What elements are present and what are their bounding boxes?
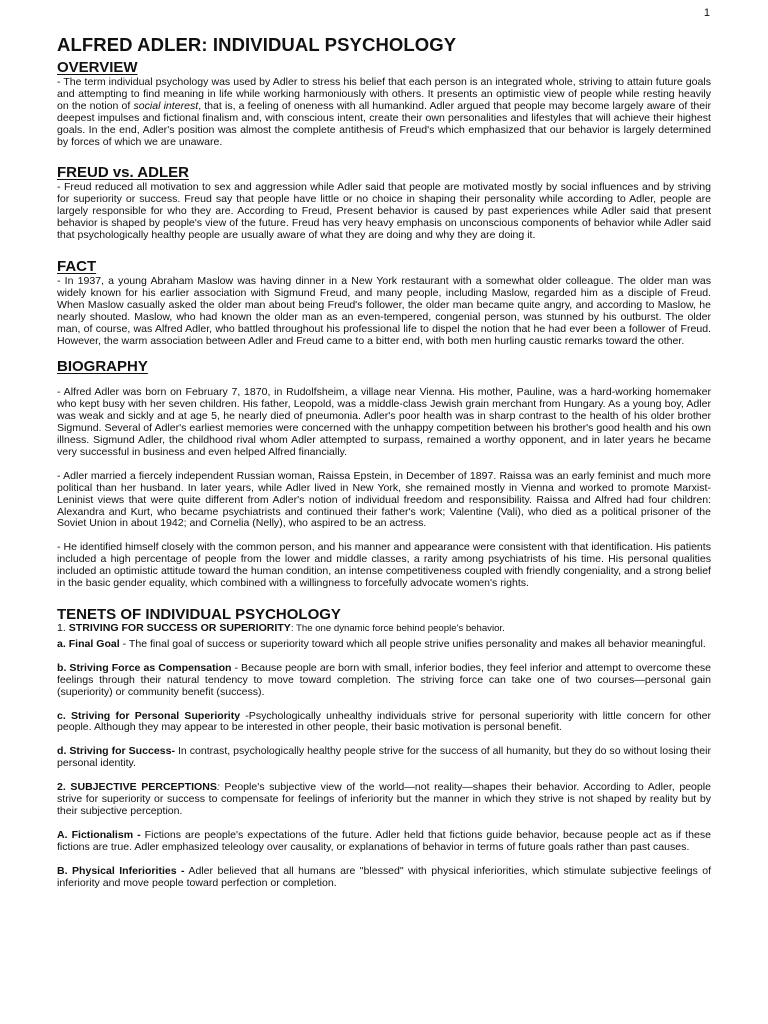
fact-heading: FACT: [57, 257, 97, 275]
tenet-1d-striving-success: d. Striving for Success- In contrast, psychologically healthy people strive for the success of all humanity, but they do so without losing their personal identity.: [57, 745, 711, 770]
fact-paragraph: - In 1937, a young Abraham Maslow was having dinner in a New York restaurant with a somewhat older colleague. The older man was widely known for his earlier association with Sigmund Freud, and many people, including Maslow, regarded him as a disciple of Freud. When Maslow casually asked the older man about being Freud's follower, the older man became quite angry, and according to Maslow, he nearly shouted. Maslow, who had known the older man as an even-tempered, congenial person, was stunned by his outburst. The older man, of course, was Alfred Adler, who battled throughout his professional life to dispel the notion that he had ever been a follower of Freud. However, the warm association between Adler and Freud came to a bitter end, with both men hurling caustic remarks toward the other.: [57, 274, 711, 347]
biography-paragraph: - Alfred Adler was born on February 7, 1870, in Rudolfsheim, a village near Vienna. His mother, Pauline, was a hard-working homemaker who kept busy with her seven children. His father, Leopold, was a middle-class Jewish grain merchant from Hungary. As a young boy, Adler was weak and sickly and at age 5, he nearly died of pneumonia. Adler's poor health was in sharp contrast to the health of his older brother Sigmund. Several of Adler's earliest memories were concerned with the unhappy competition between his brother's good health and his own illness. Sigmund Adler, the childhood rival whom Adler attempted to surpass, remained a worthy opponent, and in later years he became very successful in business and even helped Alfred financially.: [57, 386, 711, 458]
overview-heading: OVERVIEW: [57, 59, 138, 76]
tenet-2b-physical-inferiorities: B. Physical Inferiorities - Adler believed that all humans are "blessed" with physical inferiorities, which stimulate subjective feelings of inferiority and move people toward perfection or completion.: [57, 864, 712, 889]
page-number: 1: [703, 7, 710, 19]
freud-vs-adler-paragraph: - Freud reduced all motivation to sex and aggression while Adler said that people are motivated mostly by social influences and by striving for superiority or success. Freud say that people have little or no choice in shaping their personality while according to Adler, people are largely responsible for who they are. According to Freud, Present behavior is caused by past experiences while Adler said that present behavior is shaped by people's view of the future. Freud has very heavy emphasis on unconscious components of behavior while Adler said that psychologically healthy people are usually aware of what they are doing and why they are doing it.: [57, 181, 711, 242]
tenet-1: 1. STRIVING FOR SUCCESS OR SUPERIORITY: The one dynamic force behind people's behavior.: [57, 622, 505, 634]
tenet-1c-personal-superiority: c. Striving for Personal Superiority -Psychologically unhealthy individuals strive for personal superiority with little concern for other people. Although they may appear to be interested in other people, their basic motivation is personal benefit.: [57, 709, 711, 734]
document-title: ALFRED ADLER: INDIVIDUAL PSYCHOLOGY: [57, 34, 457, 55]
biography-paragraph: - Adler married a fiercely independent Russian woman, Raissa Epstein, in December of 1897. Raissa was an early feminist and much more political than her husband. In later years, while Adler lived in New York, she remained mostly in Vienna and worked to promote Marxist-Leninist views that were quite different from Adler's notion of individual freedom and responsibility. Raissa and Alfred had four children: Alexandra and Kurt, who became psychiatrists and continued their father's work; Valentine (Vali), who died as a political prisoner of the Soviet Union in about 1942; and Cornelia (Nelly), who aspired to be an actress.: [57, 469, 711, 530]
freud-vs-adler-heading: FREUD vs. ADLER: [57, 164, 189, 182]
overview-paragraph: - The term individual psychology was used by Adler to stress his belief that each person is an integrated whole, striving to attain future goals and attempting to find meaning in life while working harmoniously with others. It presents an optimistic view of people while resting heavily on the notion of social interest, that is, a feeling of oneness with all humankind. Adler argued that people may become largely aware of their deepest impulses and fictional finalism and, with conscious intent, create their own personalities and lifestyles that will achieve their highest goals. In the end, Adler's position was almost the complete antithesis of Freud's which emphasized that our behavior is largely determined by forces of which we are unaware.: [57, 76, 712, 148]
tenets-heading: TENETS OF INDIVIDUAL PSYCHOLOGY: [57, 606, 341, 623]
biography-heading: BIOGRAPHY: [57, 358, 148, 376]
tenet-2a-fictionalism: A. Fictionalism - Fictions are people's expectations of the future. Adler held that fictions guide behavior, because people act as if these fictions are true. Adler emphasized teleology over causality, or explanations of behavior in terms of future goals rather than past causes.: [57, 828, 711, 853]
biography-paragraph: - He identified himself closely with the common person, and his manner and appearance were consistent with that identification. His patients included a high percentage of people from the lower and middle classes, a rarity among psychiatrists of his time. His personal qualities included an optimistic attitude toward the human condition, an intense competitiveness coupled with friendly congeniality, and a strong belief in the basic gender equality, which combined with a willingness to forcefully advocate women's rights.: [57, 541, 711, 590]
tenet-1b-striving-force: b. Striving Force as Compensation - Because people are born with small, inferior bodies, they feel inferior and attempt to overcome these feelings through their natural tendency to move toward completion. The striving force can take one of two courses—personal gain (superiority) or community benefit (success).: [57, 661, 711, 698]
tenet-1a-final-goal: a. Final Goal - The final goal of success or superiority toward which all people strive unifies personality and makes all behavior meaningful.: [57, 637, 706, 650]
tenet-2-subjective-perceptions: 2. SUBJECTIVE PERCEPTIONS: People's subjective view of the world—not reality—shapes their behavior. According to Adler, people strive for superiority or success to compensate for feelings of inferiority but the manner in which they strive is not shaped by reality but by their subjective perception.: [57, 781, 711, 817]
